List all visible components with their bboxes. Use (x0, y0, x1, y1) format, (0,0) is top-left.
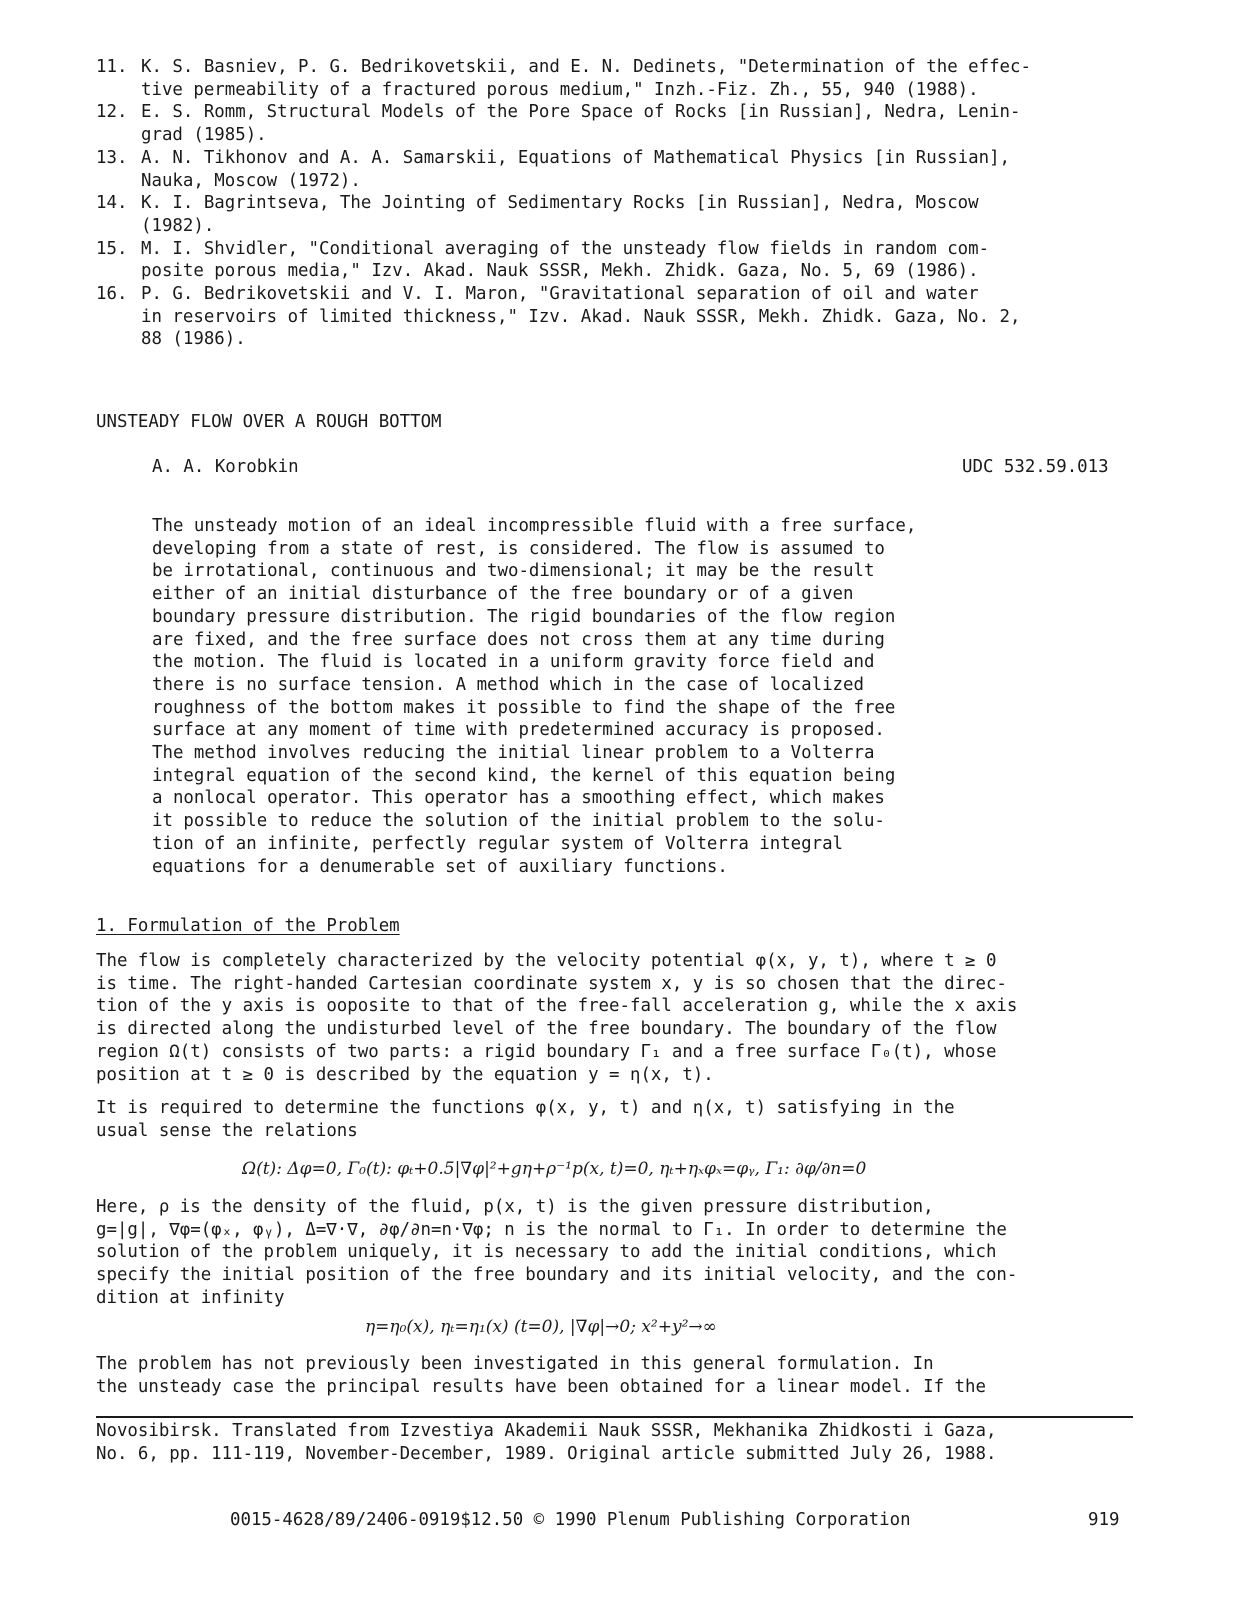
reference-number: 12. (96, 102, 128, 123)
reference-number: 11. (96, 57, 128, 77)
reference-number: 14. (96, 193, 128, 214)
reference-item (96, 56, 1156, 101)
reference-text: K. I. Bagrintseva, The Jointing of Sedimentary Rocks [in Russian], Nedra, Moscow (1982). (141, 193, 979, 236)
abstract: The unsteady motion of an ideal incompressible fluid with a free surface, developing from a state of rest, is considered. The flow is assumed to be irrotational, continuous and two-dimensional; it may be the result either of an initial disturbance of the free boundary or of a given boundary pressure distribution. The rigid boundaries of the flow region are fixed, and the free surface does not cross them at any time during the motion. The fluid is located in a uniform gravity force field and there is no surface tension. A method which in the case of localized roughness of the bottom makes it possible to find the shape of the free surface at any moment of time with predetermined accuracy is proposed. The method involves reducing the initial linear problem to a Volterra integral equation of the second kind, the kernel of this equation being a nonlocal operator. This operator has a smoothing effect, which makes it possible to reduce the solution of the initial problem to the solu- tion of an infinite, perfectly regular system of Volterra integral equations for a denumerable set of auxiliary functions. (152, 516, 917, 877)
reference-number: 16. (96, 284, 128, 305)
reference-text: E. S. Romm, Structural Models of the Pore Space of Rocks [in Russian], Nedra, Lenin- grad (1985). (141, 102, 1021, 146)
reference-text: M. I. Shvidler, "Conditional averaging of the unsteady flow fields in random com- posite porous media," Izv. Akad. Nauk SSSR, Mekh. Zhidk. Gaza, No. 5, 69 (1986). (141, 238, 990, 282)
reference-item (96, 283, 1156, 351)
page-number: 919 (1088, 1510, 1120, 1530)
reference-text: P. G. Bedrikovetskii and V. I. Maron, "Gravitational separation of oil and water in reservoirs of limited thickness," Izv. Akad. Nauk SSSR, Mekh. Zhidk. Gaza, No. 2, 88 (1986). (141, 284, 1021, 350)
reference-text: A. N. Tikhonov and A. A. Samarskii, Equations of Mathematical Physics [in Russian], Nauka, Moscow (1972). (141, 147, 1011, 191)
copyright-line: 0015-4628/89/2406-0919$12.50 © 1990 Plenum Publishing Corporation (230, 1510, 911, 1530)
reference-item (96, 101, 1156, 146)
reference-item (96, 192, 1156, 237)
equation-initial-conditions: η=η₀(x), ηₜ=η₁(x) (t=0), |∇φ|→0; x²+y²→∞ (365, 1317, 717, 1337)
reference-item (96, 147, 1156, 192)
footnote: Novosibirsk. Translated from Izvestiya Akademii Nauk SSSR, Mekhanika Zhidkosti i Gaza, No. 6, pp. 111-119, November-December, 1989. Original article submitted July 26, 1988. (96, 1421, 997, 1464)
body-paragraph: It is required to determine the functions φ(x, y, t) and η(x, t) satisfying in the usual sense the relations (96, 1098, 955, 1141)
reference-list (96, 56, 1156, 351)
udc-code: UDC 532.59.013 (962, 457, 1109, 477)
article-author: A. A. Korobkin (152, 457, 299, 477)
footnote-rule (96, 1416, 1133, 1418)
reference-text: K. S. Basniev, P. G. Bedrikovetskii, and E. N. Dedinets, "Determination of the effec- tive permeability of a fractured porous medium," Inzh.-Fiz. Zh., 55, 940 (1988). (141, 57, 1031, 100)
article-title: UNSTEADY FLOW OVER A ROUGH BOTTOM (96, 412, 442, 432)
body-paragraph: The problem has not previously been investigated in this general formulation. In the unsteady case the principal results have been obtained for a linear model. If the (96, 1354, 986, 1397)
reference-number: 13. (96, 147, 128, 168)
reference-item (96, 238, 1156, 283)
equation-relations: Ω(t): Δφ=0, Γ₀(t): φₜ+0.5|∇φ|²+gη+ρ⁻¹p(x, t)=0, ηₜ+ηₓφₓ=φᵧ, Γ₁: ∂φ/∂n=0 (242, 1159, 867, 1179)
reference-number: 15. (96, 238, 128, 259)
body-paragraph: Here, ρ is the density of the fluid, p(x, t) is the given pressure distribution, g=|g|, ∇φ=(φₓ, φᵧ), Δ=∇·∇, ∂φ/∂n=n·∇φ; n is the normal to Γ₁. In order to determine the solution of the problem uniquely, it is necessary to add the initial conditions, which specify the initial position of the free boundary and its initial velocity, and the con- dition at infinity (96, 1197, 1018, 1308)
section-heading: 1. Formulation of the Problem (96, 916, 400, 936)
body-paragraph: The flow is completely characterized by the velocity potential φ(x, y, t), where t ≥ 0 is time. The right-handed Cartesian coordinate system x, y is so chosen that the direc- tion of the y axis is ooposite to that of the free-fall acceleration g, while the x axis is directed along the undisturbed level of the free boundary. The boundary of the flow region Ω(t) consists of two parts: a rigid boundary Γ₁ and a free surface Γ₀(t), whose position at t ≥ 0 is described by the equation y = η(x, t). (96, 951, 1018, 1085)
